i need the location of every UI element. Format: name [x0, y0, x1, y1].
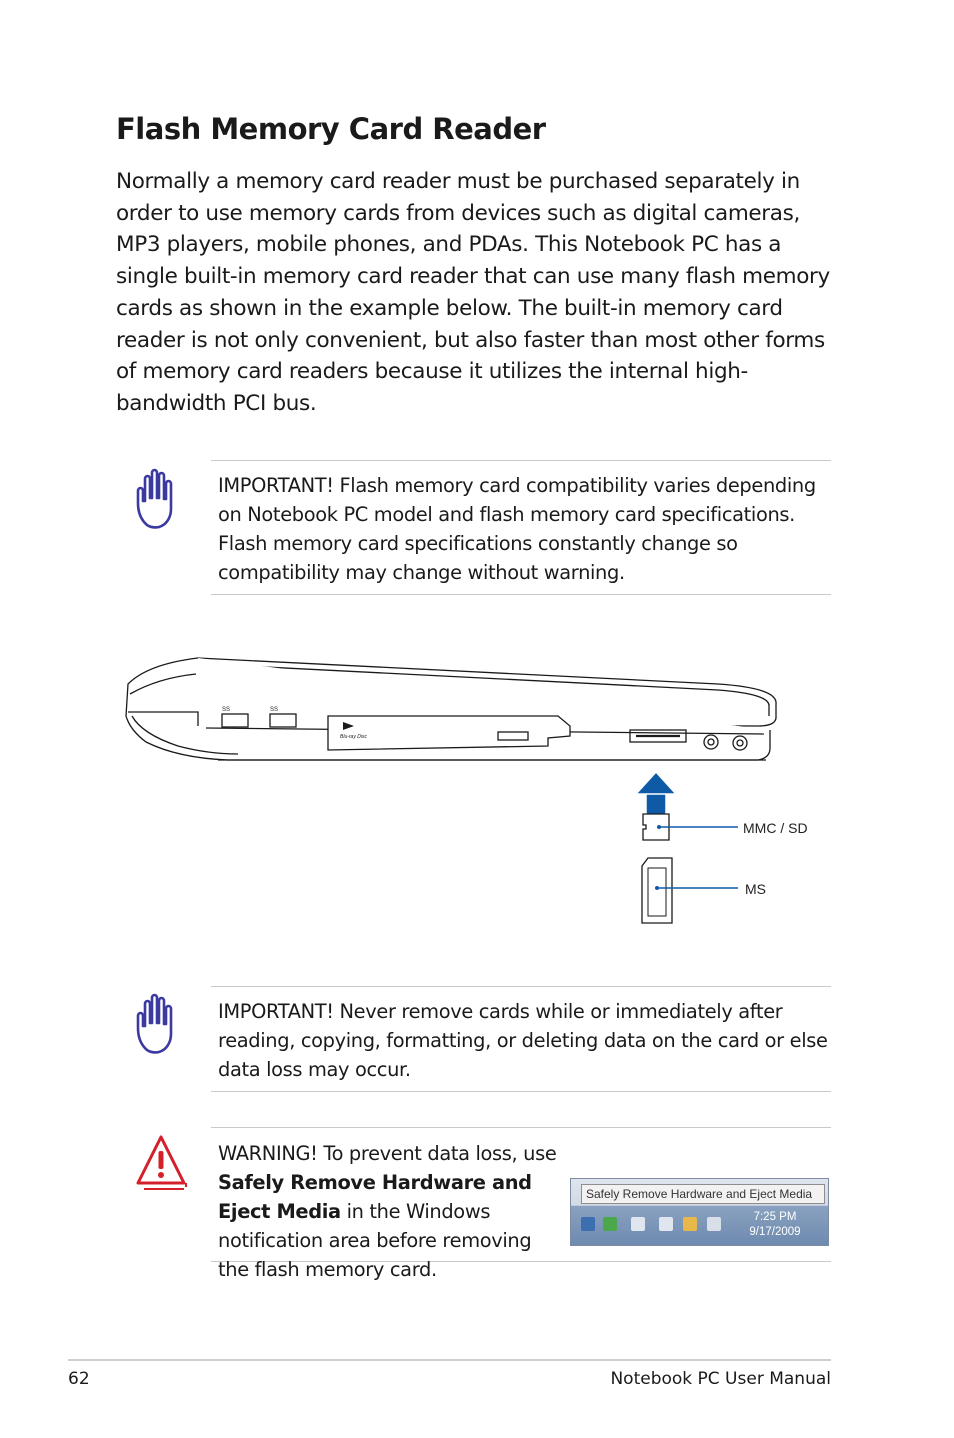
tray-arrow-icon	[581, 1217, 595, 1231]
windows-tray-screenshot	[570, 1178, 829, 1246]
network-icon	[659, 1217, 673, 1231]
tray-date: 9/17/2009	[749, 1226, 801, 1238]
safely-remove-icon	[603, 1217, 617, 1231]
important-note-2-text: IMPORTANT! Never remove cards while or immediately after reading, copying, formatting, or deleting data on the card or else data loss may occur.	[218, 1000, 828, 1081]
footer-divider	[68, 1359, 831, 1361]
optical-drive	[328, 716, 570, 750]
warning-text	[218, 1139, 558, 1284]
warning-tray-icon	[683, 1217, 697, 1231]
page-title: Flash Memory Card Reader	[116, 112, 546, 146]
flag-icon	[631, 1217, 645, 1231]
warning-text-prefix: WARNING! To prevent data loss, use	[218, 1142, 557, 1165]
intro-paragraph: Normally a memory card reader must be purchased separately in order to use memory cards from devices such as digital cameras, MP3 players, mobile phones, and PDAs. This Notebook PC has a single built-in memory card reader that can use many flash memory cards as shown in the example below. The built-in memory card reader is not only convenient, but also faster than most other forms of memory card readers because it utilizes the internal high-bandwidth PCI bus.	[116, 169, 830, 416]
page-number: 62	[68, 1369, 90, 1389]
tray-tooltip: Safely Remove Hardware and Eject Media	[581, 1184, 825, 1204]
important-note-1-text: IMPORTANT! Flash memory card compatibility varies depending on Notebook PC model and flash memory card specifications. Flash memory card specifications constantly change so compatibility may change without warning.	[218, 474, 816, 584]
mmc-sd-label: MMC / SD	[743, 820, 808, 836]
tray-time: 7:25 PM	[753, 1211, 797, 1223]
tray-clock	[745, 1210, 805, 1240]
usb3-mark-1: SS	[222, 707, 231, 713]
stop-hand-icon	[133, 990, 181, 1056]
footer-title: Notebook PC User Manual	[610, 1369, 831, 1389]
stop-hand-icon	[133, 465, 181, 531]
usb3-mark-2: SS	[270, 707, 279, 713]
laptop-card-reader-illustration	[118, 654, 788, 934]
ms-label: MS	[745, 881, 766, 897]
volume-icon	[707, 1217, 721, 1231]
bluray-logo: Blu-ray Disc	[340, 734, 367, 740]
warning-text-suffix: in the Windows notification area before removing the flash memory card.	[218, 1200, 532, 1281]
warning-text-bold: Safely Remove Hardware and Eject Media	[218, 1171, 532, 1223]
warning-triangle-icon	[134, 1133, 188, 1193]
